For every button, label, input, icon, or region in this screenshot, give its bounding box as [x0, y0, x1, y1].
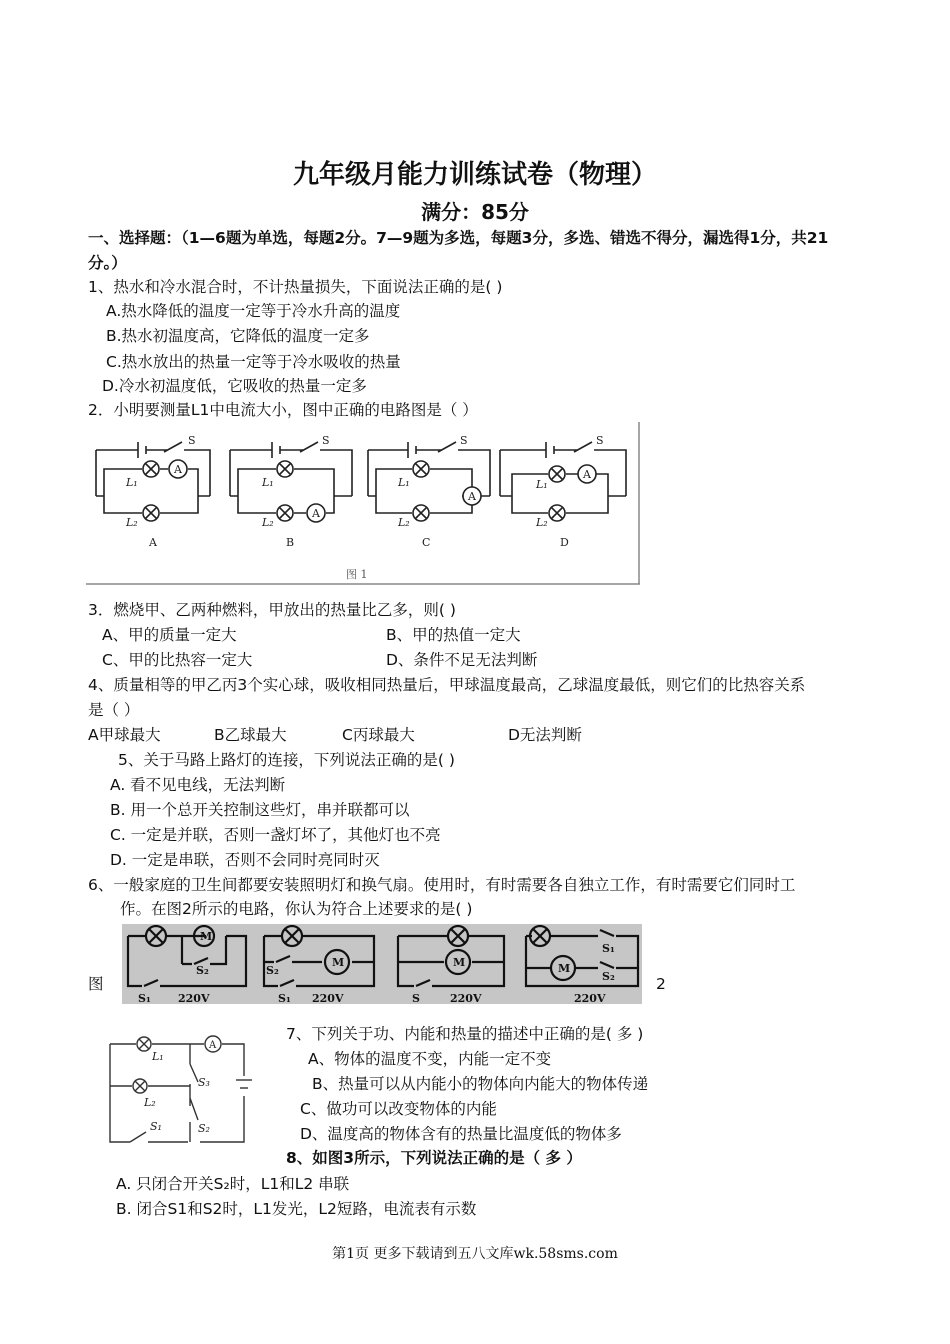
fig3-s1: S₁	[150, 1120, 162, 1133]
page-title: 九年级月能力训练试卷（物理）	[292, 160, 657, 190]
fig3-s3: S₃	[198, 1076, 210, 1089]
q7-option-b: B、热量可以从内能小的物体向内能大的物体传递	[312, 1075, 649, 1093]
q8-option-a: A. 只闭合开关S₂时，L1和L2 串联	[116, 1175, 350, 1193]
svg-text:L₂: L₂	[262, 516, 274, 529]
svg-text:L₁: L₁	[126, 476, 138, 489]
svg-text:L₂: L₂	[398, 516, 410, 529]
full-score: 满分：85分	[421, 200, 529, 224]
q4-stem-line1: 4、质量相等的甲乙丙3个实心球，吸收相同热量后，甲球温度最高，乙球温度最低，则它们的比热容关系	[88, 676, 806, 694]
fig2-p3-s: S	[412, 992, 420, 1004]
svg-text:S: S	[596, 434, 604, 447]
q4-option-d: D无法判断	[508, 726, 582, 744]
q7-option-d: D、温度高的物体含有的热量比温度低的物体多	[300, 1125, 622, 1143]
fig1-label-a: A	[149, 536, 157, 549]
q5-option-a: A. 看不见电线，无法判断	[110, 776, 286, 794]
q8-stem: 8、如图3所示，下列说法正确的是（ 多 ）	[286, 1149, 582, 1167]
fig2-p2-s2: S₂	[266, 964, 279, 977]
fig2-p2-s1: S₁	[278, 992, 291, 1004]
q7-stem: 7、下列关于功、内能和热量的描述中正确的是( 多 )	[286, 1025, 644, 1043]
figure-1-circuits	[86, 422, 642, 586]
q3-option-a: A、甲的质量一定大	[102, 626, 237, 644]
svg-text:L₂: L₂	[536, 516, 548, 529]
fig2-p2-voltage: 220V	[312, 992, 344, 1004]
q4-option-a: A甲球最大	[88, 726, 161, 744]
svg-text:L₁: L₁	[398, 476, 410, 489]
q7-option-a: A、物体的温度不变，内能一定不变	[308, 1050, 552, 1068]
q4-option-c: C丙球最大	[342, 726, 415, 744]
svg-text:S: S	[322, 434, 330, 447]
q5-option-c: C. 一定是并联，否则一盏灯坏了，其他灯也不亮	[110, 826, 441, 844]
svg-text:M: M	[453, 956, 466, 969]
svg-text:S: S	[188, 434, 196, 447]
svg-text:S: S	[460, 434, 468, 447]
fig3-l2: L₂	[144, 1096, 156, 1109]
fig1-label-d: D	[560, 536, 569, 549]
svg-text:A: A	[312, 507, 320, 520]
q1-option-a: A.热水降低的温度一定等于冷水升高的温度	[106, 302, 401, 320]
q5-stem: 5、关于马路上路灯的连接，下列说法正确的是( )	[118, 751, 455, 769]
svg-text:A: A	[468, 490, 476, 503]
svg-text:M: M	[332, 956, 345, 969]
q5-option-b: B. 用一个总开关控制这些灯，串并联都可以	[110, 801, 410, 819]
q4-option-b: B乙球最大	[214, 726, 287, 744]
q6-stem-line1: 6、一般家庭的卫生间都要安装照明灯和换气扇。使用时，有时需要各自独立工作，有时需要它们同时工	[88, 876, 796, 894]
q5-option-d: D. 一定是串联，否则不会同时亮同时灭	[110, 851, 380, 869]
figure-3-circuit	[100, 1028, 260, 1148]
page-footer: 第1页 更多下载请到五八文库wk.58sms.com	[332, 1246, 618, 1262]
figure-2-circuits	[122, 924, 642, 1004]
q1-option-c: C.热水放出的热量一定等于冷水吸收的热量	[106, 353, 401, 371]
section1-instruction-line1: 一、选择题：（1—6题为单选，每题2分。7—9题为多选，每题3分，多选、错选不得分，漏选得1分，共21	[88, 229, 829, 247]
svg-text:M: M	[558, 962, 571, 975]
fig2-p4-s1: S₁	[602, 942, 615, 955]
q3-option-b: B、甲的热值一定大	[386, 626, 521, 644]
svg-text:A: A	[583, 468, 591, 481]
fig3-s2: S₂	[198, 1122, 210, 1135]
fig1-label-b: B	[286, 536, 295, 549]
fig1-caption: 图 1	[346, 568, 368, 581]
svg-text:M: M	[200, 930, 213, 943]
fig2-p4-voltage: 220V	[574, 992, 606, 1004]
q4-stem-line2: 是（ ）	[88, 701, 140, 719]
q1-option-b: B.热水初温度高，它降低的温度一定多	[106, 327, 370, 345]
svg-text:A: A	[174, 463, 182, 476]
q2-stem: 2．小明要测量L1中电流大小，图中正确的电路图是（ ）	[88, 401, 478, 419]
q3-option-c: C、甲的比热容一定大	[102, 651, 253, 669]
q8-option-b: B. 闭合S1和S2时，L1发光，L2短路，电流表有示数	[116, 1200, 477, 1218]
fig2-caption-right: 2	[656, 975, 666, 993]
fig2-caption-left: 图	[88, 975, 104, 993]
fig2-p1-voltage: 220V	[178, 992, 210, 1004]
svg-text:L₁: L₁	[536, 478, 548, 491]
fig2-p1-s1: S₁	[138, 992, 151, 1004]
q3-stem: 3．燃烧甲、乙两种燃料，甲放出的热量比乙多，则( )	[88, 601, 456, 619]
q1-option-d: D.冷水初温度低，它吸收的热量一定多	[102, 377, 367, 395]
fig2-p3-voltage: 220V	[450, 992, 482, 1004]
q7-option-c: C、做功可以改变物体的内能	[300, 1100, 497, 1118]
fig2-p4-s2: S₂	[602, 970, 615, 983]
fig1-label-c: C	[422, 536, 431, 549]
fig3-l1: L₁	[152, 1050, 164, 1063]
section1-instruction-line2: 分。）	[88, 254, 127, 272]
q6-stem-line2: 作。在图2所示的电路，你认为符合上述要求的是( )	[120, 900, 473, 918]
q3-option-d: D、条件不足无法判断	[386, 651, 538, 669]
fig3-ammeter: A	[209, 1040, 217, 1051]
q1-stem: 1、热水和冷水混合时，不计热量损失，下面说法正确的是( )	[88, 278, 503, 296]
svg-text:L₂: L₂	[126, 516, 138, 529]
svg-text:L₁: L₁	[262, 476, 274, 489]
fig2-p1-s2: S₂	[196, 964, 209, 977]
